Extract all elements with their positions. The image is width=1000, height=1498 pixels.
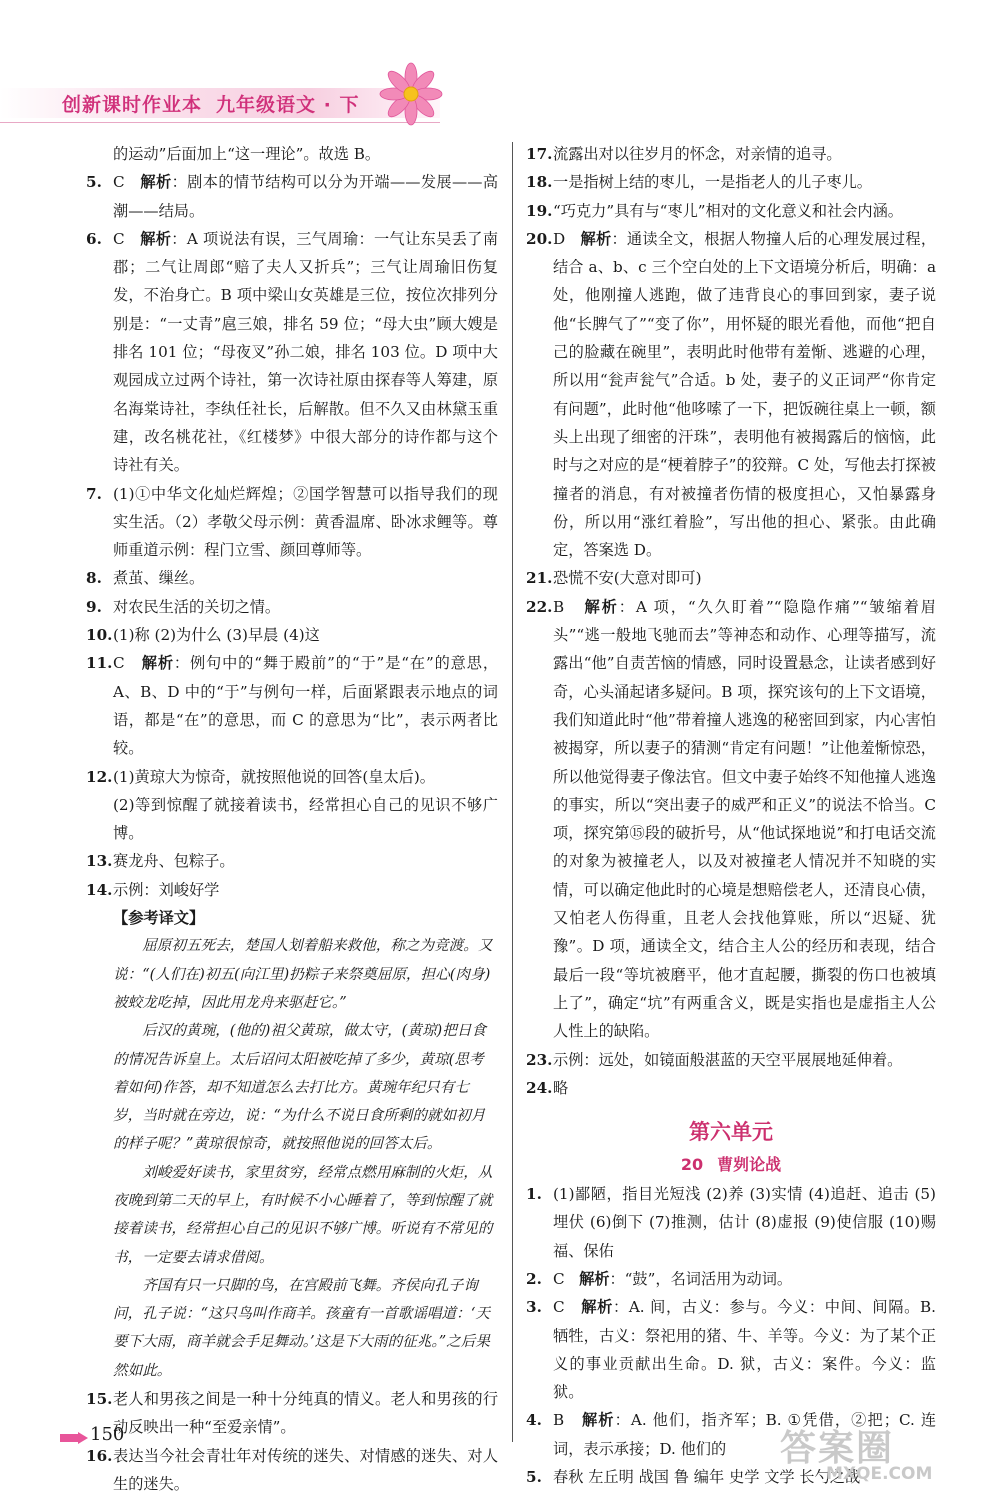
item-number: 1. (526, 1185, 542, 1204)
answer-item-19 (526, 197, 936, 225)
item-number: 7. (86, 484, 102, 503)
item-text: 春秋 左丘明 战国 鲁 编年 史学 文学 长勺之战 (553, 1468, 861, 1487)
item-number: 14. (86, 880, 113, 899)
item-choice: C (553, 1298, 565, 1317)
book-title: 创新课时作业本 (62, 94, 203, 116)
page-arrow-icon (60, 1432, 88, 1444)
answer-item-23 (526, 1046, 936, 1074)
item-text: ：剧本的情节结构可以分为开端——发展——高潮——结局。 (113, 173, 499, 220)
answer-item-18 (526, 168, 936, 196)
item-text: ：例句中的“舞于殿前”的“于”是“在”的意思，A、B、D 中的“于”与例句一样，后面紧跟表示地点的词语，都是“在”的意思，而 C 的意思为“比”，表示两者比较。 (113, 654, 499, 758)
answer-item-21 (526, 564, 936, 592)
reference-translation (86, 932, 498, 1385)
analysis-label: 解析 (140, 229, 172, 248)
analysis-label: 解析 (140, 173, 172, 192)
lesson-answer-3 (526, 1293, 936, 1406)
flower-icon (375, 60, 447, 132)
answer-item-12 (86, 763, 498, 848)
item-number: 10. (86, 626, 113, 645)
answer-item-17 (526, 140, 936, 168)
item-choice: C (553, 1269, 565, 1288)
unit-title: 第六单元 (689, 1120, 773, 1145)
item-text: (1)黄琼大为惊奇，就按照他说的回答(皇太后)。 (113, 767, 435, 786)
item-text: ：A. 他们，指齐军；B. ①凭借，②把；C. 连词，表示承接；D. 他们的 (553, 1411, 937, 1458)
item-number: 20. (526, 229, 553, 248)
translation-paragraph: 后汉的黄琬，(他的)祖父黄琼，做太守，(黄琼)把日食的情况告诉皇上。太后诏问太阳被吃掉了多少，黄琼(思考着如何)作答，却不知道怎么去打比方。黄琬年纪只有七岁，当时就在旁边，说：“为什么不说日食所剩的就如初月的样子呢？”黄琼很惊奇，就按照他说的回答太后。 (113, 1022, 487, 1153)
header-title (62, 90, 359, 117)
translation-paragraph: 屈原初五死去，楚国人划着船来救他，称之为竞渡。又说：“(人们在)初五(向江里)扔粽子来祭奠屈原，担心(肉身)被蛟龙吃掉，因此用龙舟来驱赶它。” (113, 937, 493, 1011)
item-text: 恐慌不安(大意对即可) (553, 569, 702, 588)
column-divider (512, 142, 513, 1442)
item-text: (1)称 (2)为什么 (3)早晨 (4)这 (113, 626, 320, 645)
item-number: 23. (526, 1050, 553, 1069)
item-number: 15. (86, 1390, 113, 1409)
item-number: 5. (526, 1468, 542, 1487)
header-rule (0, 122, 440, 123)
item-text: 老人和男孩之间是一种十分纯真的情义。老人和男孩的行动反映出一种“至爱亲情”。 (113, 1390, 498, 1437)
item-number: 9. (86, 597, 102, 616)
item-text: 一是指树上结的枣儿，一是指老人的儿子枣儿。 (553, 173, 872, 192)
item-text: ：通读全文，根据人物撞人后的心理发展过程，结合 a、b、c 三个空白处的上下文语境分析后，明确：a 处，他刚撞人逃跑，做了违背良心的事回到家，妻子说他“长脾气了”“变了你”，用怀疑的眼光看他，而他“把自己的脸藏在碗里”，表明此时他带有羞惭、逃避的心理，所以用“瓮声瓮气”合适。b 处，妻子的义正词严“你肯定有问题”，此时他“他哆嗦了一下，把饭碗往桌上一顿，额头上出现了细密的汗珠”，表明他有被揭露后的恼恼，此时与之对应的是“梗着脖子”的狡辩。C 处，写他去打探被撞者的消息，有对被撞者伤情的极度担心，又怕暴露身份，所以用“涨红着脸”，写出他的担心、紧张。由此确定，答案选 D。 (553, 229, 937, 560)
item-number: 2. (526, 1269, 542, 1288)
item-number: 16. (86, 1446, 113, 1465)
item-number: 21. (526, 569, 553, 588)
answer-item-14 (86, 876, 498, 904)
translation-paragraph: 齐国有只一只脚的鸟，在宫殿前飞舞。齐侯向孔子询问，孔子说：“这只鸟叫作商羊。孩童有一首歌谣唱道：‘天要下大雨，商羊就会手足舞动。’这是下大雨的征兆。”之后果然如此。 (113, 1276, 490, 1379)
item-number: 18. (526, 173, 553, 192)
item-number: 5. (86, 173, 102, 192)
item-text-2: (2)等到惊醒了就接着读书，经常担心自己的见识不够广博。 (113, 795, 498, 843)
watermark-logo: 答案圈 (780, 1428, 895, 1469)
item-text: “巧克力”具有与“枣儿”相对的文化意义和社会内涵。 (553, 201, 903, 220)
item-text: 对农民生活的关切之情。 (113, 597, 281, 616)
subject-title: 九年级语文 · 下 (216, 94, 360, 116)
answer-item-11 (86, 649, 498, 762)
item-number: 24. (526, 1078, 553, 1097)
item-text: ：A. 间，古义：参与。今义：中间、间隔。B. 牺牲，古义：祭祀用的猪、牛、羊等。今义：为了某个正义的事业贡献出生命。D. 狱，古义：案件。今义：监狱。 (553, 1298, 937, 1402)
watermark-url: MXQE.COM (826, 1464, 933, 1484)
answer-item-15 (86, 1385, 498, 1442)
item-text: 赛龙舟、包粽子。 (113, 852, 235, 871)
answer-item-13 (86, 847, 498, 875)
item-text: 略 (553, 1078, 569, 1097)
lesson-number: 20 (680, 1155, 704, 1175)
item-text: 煮茧、缫丝。 (113, 569, 205, 588)
lesson-title (526, 1150, 936, 1180)
item-text: 示例：刘峻好学 (113, 880, 220, 899)
item-text: 流露出对以往岁月的怀念，对亲情的追寻。 (553, 145, 842, 163)
reference-translation-title: 【参考译文】 (113, 909, 205, 928)
item-text: ：A 项说法有误，三气周瑜：一气让东吴丢了南郡；二气让周郎“赔了夫人又折兵”；三气让周瑜旧伤复发，不治身亡。B 项中梁山女英雄是三位，按位次排列分别是：“一丈青”扈三娘，排名 59 位；“母大虫”顾大嫂是排名 101 位；“母夜叉”孙二娘，排名 103 位。D 项中大观园成立过两个诗社，第一次诗社原由探春等人筹建，原名海棠诗社，李纨任社长，后解散。但不久又由林黛玉重建，改名桃花社，《红楼梦》中很大部分的诗作都与这个诗社有关。 (113, 229, 499, 475)
answer-item-22 (526, 593, 936, 1046)
continued-answer: 的运动”后面加上“这一理论”。故选 B。 (113, 145, 381, 163)
item-number: 13. (86, 852, 113, 871)
item-number: 3. (526, 1298, 542, 1317)
answer-item-6 (86, 225, 498, 480)
left-column (86, 140, 498, 1498)
translation-paragraph: 刘峻爱好读书，家里贫穷，经常点燃用麻制的火炬，从夜晚到第二天的早上，有时候不小心睡着了，等到惊醒了就接着读书，经常担心自己的见识不够广博。听说有不常见的书，一定要去请求借阅。 (113, 1163, 493, 1266)
item-choice: C (113, 173, 125, 192)
analysis-label: 解析 (580, 229, 612, 248)
answer-item-24 (526, 1074, 936, 1102)
lesson-answer-1 (526, 1180, 936, 1265)
analysis-label: 解析 (584, 597, 619, 616)
item-text: 表达当今社会青壮年对传统的迷失、对情感的迷失、对人生的迷失。 (113, 1446, 498, 1493)
answer-item-10 (86, 621, 498, 649)
page-header (0, 0, 1000, 130)
item-choice: D (553, 229, 566, 248)
item-text: (1)鄙陋，指目光短浅 (2)养 (3)实情 (4)追赶、追击 (5)埋伏 (6)倒下 (7)推测，估计 (8)虚报 (9)使信服 (10)赐福、保佑 (553, 1185, 936, 1260)
answer-item-9 (86, 593, 498, 621)
watermark (770, 1420, 970, 1490)
lesson-answer-2 (526, 1265, 936, 1293)
analysis-label: 解析 (582, 1411, 615, 1430)
answer-item-7 (86, 480, 498, 565)
item-number: 22. (526, 597, 553, 616)
lesson-name: 曹刿论战 (717, 1155, 782, 1175)
right-column (526, 140, 936, 1491)
item-text: ：A 项，“久久盯着”“隐隐作痛”“皱缩着眉头”“逃一般地飞驰而去”等神态和动作、心理等描写，流露出“他”自责苦恼的情感，同时设置悬念，让读者感到好奇，心头涌起诸多疑问。B 项，探究该句的上下文语境，我们知道此时“他”带着撞人逃逸的秘密回到家，内心害怕被揭穿，所以妻子的猜测“肯定有问题！”让他羞惭惊恐，所以他觉得妻子像法官。但文中妻子始终不知他撞人逃逸的事实，所以“突出妻子的威严和正义”的说法不恰当。C 项，探究第⑮段的破折号，从“他试探地说”和打电话交流的对象为被撞老人，以及对被撞老人情况并不知晓的实情，可以确定他此时的心境是想赔偿老人，还清良心债，又怕老人伤得重，且老人会找他算账，所以“迟疑、犹豫”。D 项，通读全文，结合主人公的经历和表现，结合最后一段“等坑被磨平，他才直起腰，撕裂的伤口也被填上了”，确定“坑”有两重含义，既是实指也是虚指主人公人性上的缺陷。 (553, 597, 936, 1041)
item-number: 8. (86, 569, 102, 588)
item-number: 6. (86, 229, 102, 248)
item-text: 示例：远处，如镜面般湛蓝的天空平展展地延伸着。 (553, 1050, 903, 1069)
item-text: (1)①中华文化灿烂辉煌；②国学智慧可以指导我们的现实生活。（2）孝敬父母示例：黄香温席、卧冰求鲤等。尊师重道示例：程门立雪、颜回尊师等。 (113, 484, 498, 560)
item-text: ：“鼓”，名词活用为动词。 (609, 1269, 793, 1288)
item-choice: B (553, 597, 565, 616)
item-choice: B (553, 1411, 565, 1430)
item-number: 4. (526, 1411, 542, 1430)
answer-item-5 (86, 168, 498, 225)
analysis-label: 解析 (141, 654, 174, 673)
item-number: 17. (526, 145, 553, 163)
item-choice: C (113, 654, 125, 673)
page-number: 150 (90, 1424, 125, 1445)
analysis-label: 解析 (579, 1269, 610, 1288)
answer-item-20 (526, 225, 936, 565)
item-number: 11. (86, 654, 113, 673)
analysis-label: 解析 (581, 1298, 613, 1317)
item-number: 19. (526, 201, 553, 220)
item-choice: C (113, 229, 125, 248)
answer-item-8 (86, 564, 498, 592)
item-number: 12. (86, 767, 113, 786)
